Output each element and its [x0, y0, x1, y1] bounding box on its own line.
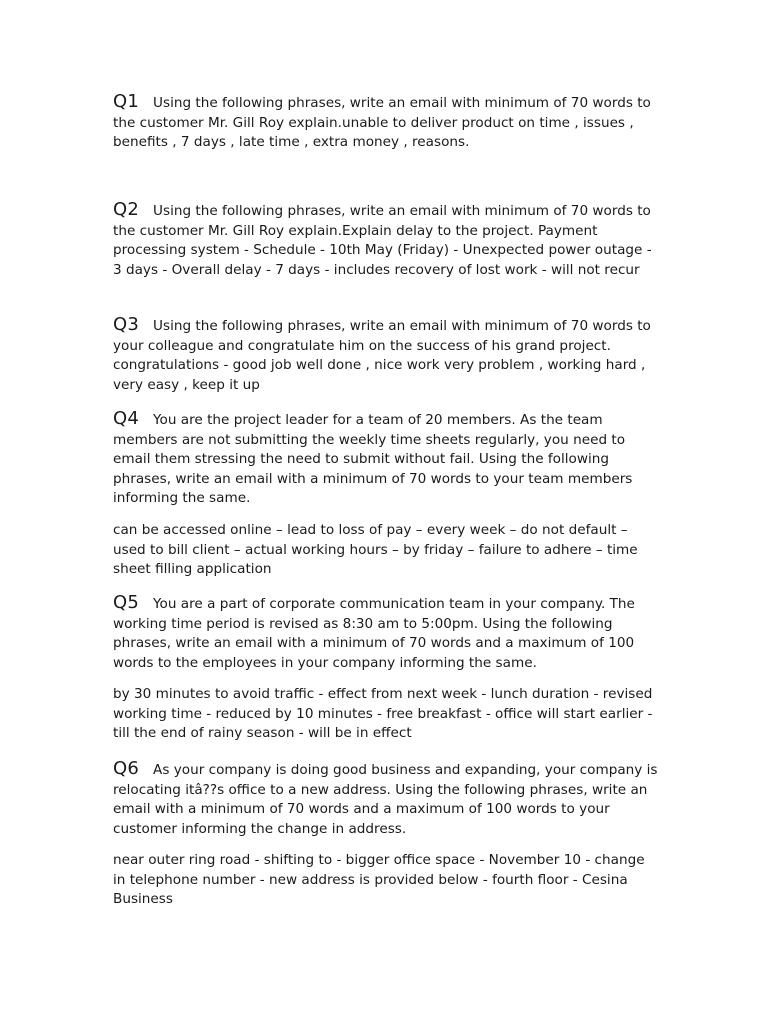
question-6	[113, 759, 658, 839]
question-6-phrases: near outer ring road - shifting to - bigger office space - November 10 - change in telephone number - new address is provided below - fourth floor - Cesina Business	[113, 852, 645, 907]
question-2	[113, 200, 658, 280]
question-text: Using the following phrases, write an email with minimum of 70 words to the customer Mr. Gill Roy explain.Explain delay to the project. Payment processing system - Schedule - 10th May (Friday) - Unexpected power outage - 3 days - Overall delay - 7 days - includes recovery of lost work - will not recur	[113, 203, 652, 278]
question-number: Q4	[113, 408, 140, 429]
question-number: Q5	[113, 592, 140, 613]
question-number: Q2	[113, 199, 140, 220]
question-5-phrases: by 30 minutes to avoid traffic - effect from next week - lunch duration - revised working time - reduced by 10 minutes - free breakfast - office will start earlier - till the end of rainy season - will be in effect	[113, 686, 653, 741]
question-1	[113, 92, 658, 153]
question-3	[113, 315, 658, 395]
question-4	[113, 409, 658, 509]
question-number: Q3	[113, 314, 140, 335]
question-text: As your company is doing good business and expanding, your company is relocating itâ??s office to a new address. Using the following phrases, write an email with a minimum of 70 words and a maximum of 100 words to your customer informing the change in address.	[113, 762, 658, 837]
question-4-phrases: can be accessed online – lead to loss of pay – every week – do not default – used to bill client – actual working hours – by friday – failure to adhere – time sheet filling application	[113, 522, 638, 577]
question-text: Using the following phrases, write an email with minimum of 70 words to your colleague and congratulate him on the success of his grand project. congratulations - good job well done , nice work very problem , working hard , very easy , keep it up	[113, 318, 651, 393]
question-text: You are a part of corporate communication team in your company. The working time period is revised as 8:30 am to 5:00pm. Using the following phrases, write an email with a minimum of 70 words and a maximum of 100 words to the employees in your company informing the same.	[113, 596, 635, 671]
question-text: Using the following phrases, write an email with minimum of 70 words to the customer Mr. Gill Roy explain.unable to deliver product on time , issues , benefits , 7 days , late time , extra money , reasons.	[113, 95, 651, 150]
question-5	[113, 593, 658, 673]
question-number: Q6	[113, 758, 140, 779]
question-number: Q1	[113, 91, 140, 112]
question-text: You are the project leader for a team of 20 members. As the team members are not submitting the weekly time sheets regularly, you need to email them stressing the need to submit without fail. Using the following phrases, write an email with a minimum of 70 words to your team members informing the same.	[113, 412, 633, 506]
